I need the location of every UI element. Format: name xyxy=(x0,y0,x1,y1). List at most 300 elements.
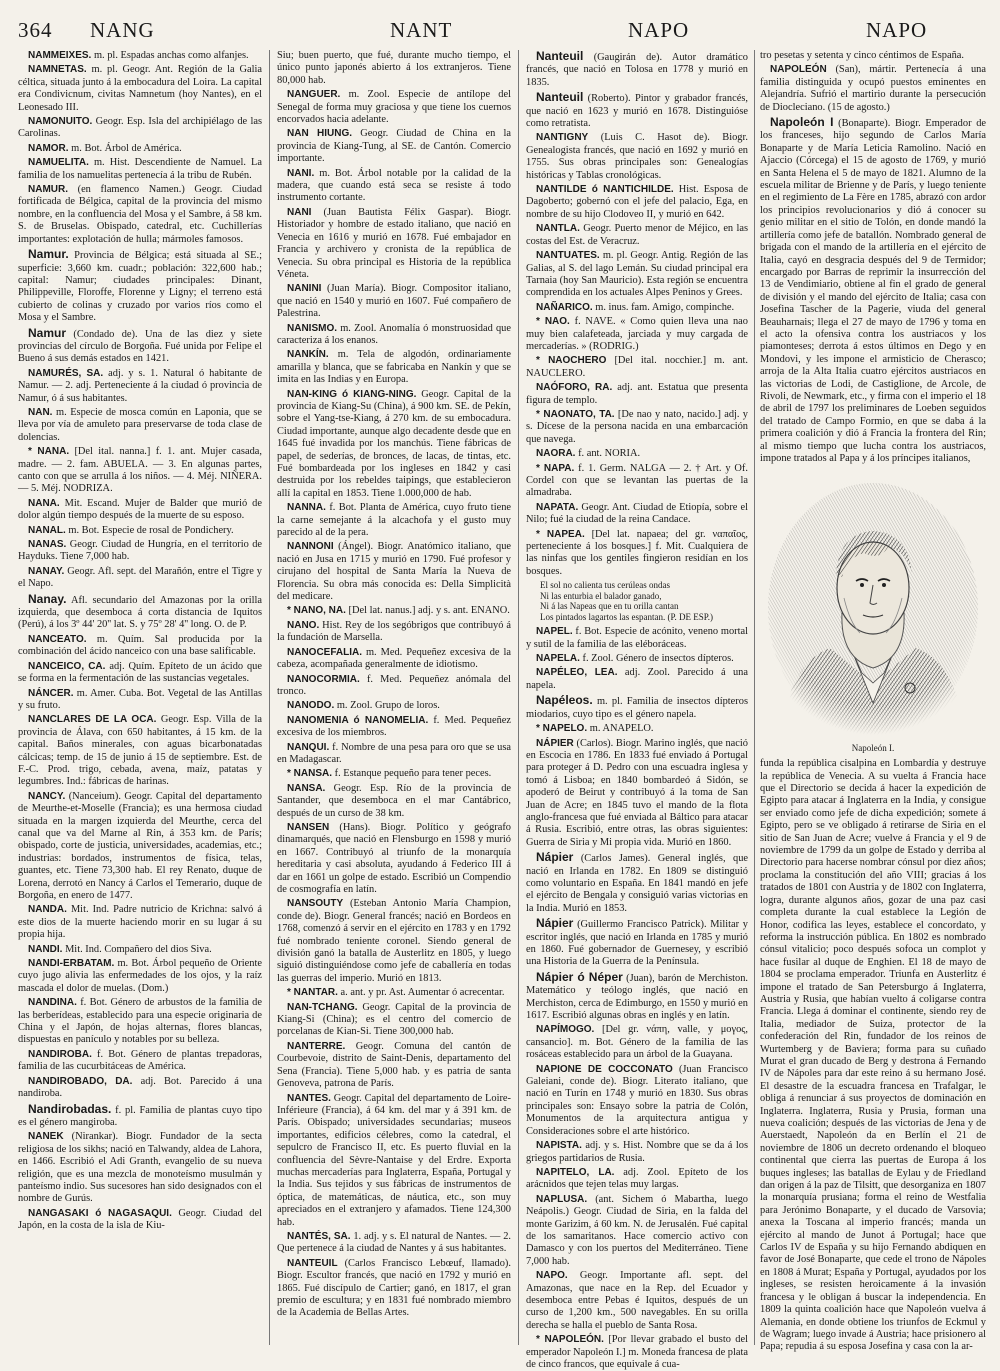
entry-headword: NANODO. xyxy=(287,700,335,712)
dictionary-entry xyxy=(277,283,511,320)
dictionary-entry xyxy=(277,349,511,386)
entry-definition: [Del lat. nanus.] adj. y s. ant. ENANO. xyxy=(348,605,510,617)
entry-definition: adj. Zool. Parecido á una napela. xyxy=(526,667,748,691)
dictionary-entry xyxy=(526,1024,748,1061)
dictionary-entry xyxy=(526,1064,748,1138)
dictionary-entry xyxy=(277,389,511,501)
entry-headword: NAN. xyxy=(28,406,53,418)
guide-word-1: NANG xyxy=(90,18,155,42)
dictionary-entry xyxy=(18,958,262,995)
dictionary-entry xyxy=(526,529,748,579)
entry-definition: (Nirankar). Biogr. Fundador de la secta religiosa de los sikhs; nació en Talwandy, aldea de Lahora, en 1466. Escribió el Adi Granth, evangelio de su nueva religión, que es una mezcla de monoteísmo musulmán y panteísmo indio. Sus sucesores han sido designados con el nombre de Gurús. xyxy=(18,1131,262,1205)
dictionary-entry xyxy=(526,694,748,721)
entry-definition: (en flamenco Namen.) Geogr. Ciudad fortificada de Bélgica, capital de la provincia del mismo nombre, en la confluencia del Mosa y el Sambre, á 58 km. S. de Bruselas. Obispado, catedral, etc. Cuchillerías importantes: explotación de hulla; mármoles famosos. xyxy=(18,184,262,245)
entry-definition: (San), mártir. Pertenecía á una familia distinguida y ocupó puestos eminentes en Alejandría. Sufrió el martirio durante la persecución de Diocleciano. (15 de agosto.) xyxy=(760,64,986,113)
dictionary-entry xyxy=(277,987,511,999)
entry-headword: * NAPA. xyxy=(536,462,575,474)
column-rule xyxy=(518,50,519,1345)
entry-headword: NANDI-ERBATAM. xyxy=(28,958,115,970)
entry-headword: * NANSA. xyxy=(287,768,333,780)
entry-definition: Geogr. Esp. Isla del archipiélago de las Carolinas. xyxy=(18,116,262,140)
dictionary-entry xyxy=(526,409,748,446)
dictionary-entry xyxy=(277,783,511,820)
entry-headword: NANNA. xyxy=(287,502,326,514)
entry-headword: NANDIROBA. xyxy=(28,1048,92,1060)
entry-headword: NAPEL. xyxy=(536,626,573,638)
entry-headword: Napéleos. xyxy=(536,693,593,708)
entry-definition: Mit. Ind. Padre nutricio de Krichna: salvó á este dios de la muerte haciendo morir en su lugar á su propia hija. xyxy=(18,904,262,941)
entry-definition: m. Hist. Descendiente de Namuel. La familia de los namuelitas pertenecía á la tribu de Rubén. xyxy=(18,157,262,181)
entry-definition: a. ant. y pr. Ast. Aumentar ó acrecentar. xyxy=(340,987,505,999)
dictionary-entry xyxy=(526,1334,748,1371)
entry-headword: NAÓFORO, RA. xyxy=(536,382,613,394)
entry-definition: m. Bot. Árbol de América. xyxy=(71,142,182,154)
entry-headword: * NAPEA. xyxy=(536,528,585,540)
column-1 xyxy=(18,50,262,1345)
entry-headword: Nápier xyxy=(536,850,574,865)
entry-headword: NANTLA. xyxy=(536,223,580,235)
entries xyxy=(277,50,511,1320)
entry-definition: f. pl. Familia de plantas cuyo tipo es el género mangiroba. xyxy=(18,1104,262,1128)
entry-definition: Geogr. Importante afl. sept. del Amazonas, que nace en la Rep. del Ecuador y desemboca entre Pebas é Iquitos, después de un curso de 1,200 km., 500 navegables. En su orilla derecha se halla el pueblo de Santa Rosa. xyxy=(526,1270,748,1331)
entry-definition: f. Bot. Género de arbustos de la familia de las berberídeas, establecido para una especie originaria de China y el Japón, de hojas alternas, flores blancas, dispuestas en panículo y notables por su belleza. xyxy=(18,997,262,1046)
entry-definition: Geogr. Puerto menor de Méjico, en las costas del Est. de Veracruz. xyxy=(526,223,748,247)
entry-definition: m. Med. Pequeñez excesiva de la cabeza, acompañada generalmente de idiotismo. xyxy=(277,646,511,671)
dictionary-entry xyxy=(18,50,262,62)
entry-headword: * NANO, NA. xyxy=(287,605,346,617)
entry-headword: NANOCORMIA. xyxy=(287,673,360,685)
entry-definition: Geogr. Comuna del cantón de Courbevoie, distrito de Saint-Denis, departamento del Sena (Francia). Tiene 5,000 hab. y es patria de santa Genoveva, patrona de París. xyxy=(277,1040,511,1090)
entry-definition: (Gaugirán de). Autor dramático francés, que nació en Tolosa en 1778 y murió en 1835. xyxy=(526,52,748,88)
dictionary-entry xyxy=(18,791,262,903)
entry-headword: NAMONUITO. xyxy=(28,116,93,128)
entries xyxy=(760,758,986,1354)
entry-headword: Namur xyxy=(28,325,67,340)
dictionary-entry xyxy=(277,1041,511,1091)
dictionary-entry xyxy=(760,50,986,62)
entry-headword: * NAO. xyxy=(536,316,570,328)
dictionary-entry xyxy=(18,143,262,155)
column-4 xyxy=(760,50,987,1353)
dictionary-entry xyxy=(277,674,511,699)
entry-headword: Nanteuil xyxy=(536,90,584,105)
guide-word-3: NAPO xyxy=(628,18,690,42)
entry-headword: NAPÍMOGO. xyxy=(536,1024,595,1036)
dictionary-entry xyxy=(277,605,511,617)
entry-definition: Geogr. Esp. Villa de la provincia de Álava, con 650 habitantes, á 15 km. de la capital. Baños minerales, con aguas bicarbonatadas cálcicas; temp. de 15 de junio á 15 de septiembre. Est. de F.-C. Prod. trigo, cebada, avena, maíz, patatas y legumbres. Ind.: fábricas de harinas. xyxy=(18,714,262,788)
dictionary-entry xyxy=(277,541,511,603)
dictionary-entry xyxy=(18,539,262,564)
portrait-caption: Napoleón I. xyxy=(851,742,895,753)
verse-line: Ni á las Napeas que en tu orilla cantan xyxy=(540,601,679,612)
dictionary-entry xyxy=(277,128,511,165)
entry-definition: 1. adj. y s. El natural de Nantes. — 2. Que pertenece á la ciudad de Nantes y á sus habitantes. xyxy=(277,1230,511,1255)
entry-headword: NANDI. xyxy=(28,943,63,955)
entry-headword: NAPATA. xyxy=(536,501,579,513)
entry-headword: NAMURÉS, SA. xyxy=(28,367,104,379)
entry-definition: adj. Bot. Parecido á una nandiroba. xyxy=(18,1075,262,1100)
entry-definition: (Luis C. Hasot de). Biogr. Genealogista francés, que nació en 1692 y murió en 1755. Sus obras principales son: Genealogías históricas y Tablas cronológicas. xyxy=(526,132,748,181)
dictionary-entry xyxy=(18,1049,262,1074)
entry-definition: (Juan Bautista Félix Gaspar). Biogr. Historiador y hombre de estado italiano, que nació en Venecia en 1616 y murió en 1678. Fué embajador en Francia y archivero y cronista de la república de Venecia. Su obra principal es Historia de la república Véneta. xyxy=(277,206,511,280)
entry-headword: NAMUR. xyxy=(28,184,68,196)
entry-headword: NANO. xyxy=(287,619,320,631)
dictionary-entry xyxy=(526,50,748,89)
entry-definition: adj. Zool. Epíteto de los arácnidos que tejen telas muy largas. xyxy=(526,1166,748,1191)
dictionary-entry xyxy=(18,184,262,246)
entry-definition: funda la república cisalpina en Lombardía y destruye la república de Venecia. A su vuelta á Francia hace que el Directorio se decida á hacer la expedición de Egipto para atacar á Inglaterra en la India, y consigue ser enviado como jefe de dicha expedición; somete á Egipto, pero se ve obligado á retirarse de Siria en el sitio de San Juan de Acre; vuelve á Francia y el 9 de noviembre de 1799 da un golpe de Estado y derriba al Directorio para hacerse nombrar cónsul por diez años; proclama la constitución del año VIII; gracias á los tratados de 1801 con Austria y de 1802 con Inglaterra, logra, durante algunos años, gozar de una paz casi completa durante la cual establece la Legión de Honor, codifica las leyes, establece el concordato, y reforma la instrucción pública. En 1802 es nombrado cónsul vitalicio; poco después sofoca un complot y hace fusilar al duque de Enghien. El 18 de mayo de 1804 se proclama emperador. Triunfa en Austerlitz é impone el tratado de San Petersburgo á Inglaterra, Austria y Rusia, que habían vuelto á coligarse contra Francia. Llega á dominar el continente, siendo rey de Italia, mediador de Suiza, protector de la confederación del Rin, fundador de los reinos de Wurtemberg y de Baviera; forma para su cuñado Murat el gran ducado de Berg y destrona á Fernando IV de Nápoles para dar este reino á su hermano José. El desastre de la escuadra francesa en Trafalgar, le obliga á renunciar á sus proyectos de dominación en Inglaterra. Inglaterra, Rusia y Prusia, forman una nueva coalición; después de las victorias de Jena y de Auerstaedt, Napoleón da en Berlín el 21 de noviembre de 1806 un decreto ordenando el bloqueo continental que cierra las puertas de Europa á los buques ingleses; las batallas de Eylau y de Friedland dan origen á la paz de Tilsitt, que desorganiza en 1807 la monarquía prusiana; forma el reino de Westfalia para Jerónimo Bonaparte, y el ducado de Varsovia; anexa la Toscana al imperio francés; manda un ejército al mando de Junot á Portugal; hace que Carlos IV de España y su hijo Fernando abdiquen en favor de José Bonaparte, que cede el trono de Nápoles en 1808 á Murat; España y Portugal, ayudados por los ingleses, se resisten heroicamente á la invasión francesa y le obligan á buscar la independencia. En 1809 la quinta coalición hace que Napoleón vuelva á Alemania, en donde obtiene los triunfos de Eckmul y de Wagram; luego invade á Austria; hace prisionero al Papa; repudia á su esposa Josefina y casa con la ar- xyxy=(760,758,986,1353)
entry-headword: NANTEUIL xyxy=(287,1257,338,1269)
dictionary-entry xyxy=(526,448,748,460)
dictionary-entry xyxy=(526,132,748,182)
dictionary-entry xyxy=(18,688,262,713)
dictionary-entry xyxy=(277,822,511,896)
entry-definition: (Juan María). Biogr. Compositor italiano, que nació en 1540 y murió en 1607. Fué compañero de Palestrina. xyxy=(277,283,511,320)
dictionary-entry xyxy=(526,184,748,221)
dictionary-entry xyxy=(18,446,262,496)
entry-definition: Afl. secundario del Amazonas por la orilla izquierda, que desemboca á corta distancia de Iquitos (Perú), á los 3º 44' 20'' lat. S. y 75º 28' 4'' long. O. de P. xyxy=(18,594,262,631)
entry-definition: [Del ital. nanna.] f. 1. ant. Mujer casada, madre. — 2. fam. ABUELA. — 3. En algunas partes, canto con que se arrulla á los niños. — 4. Méj. NIÑERA. — 5. Méj. NODRIZA. xyxy=(18,446,262,495)
entry-headword: NANTÉS, SA. xyxy=(287,1230,351,1242)
dictionary-entry xyxy=(18,1208,262,1233)
dictionary-entry xyxy=(526,1270,748,1332)
entry-headword: NANCY. xyxy=(28,790,66,802)
entry-headword: NANDIROBADO, DA. xyxy=(28,1075,133,1087)
entry-definition: m. Bot. Árbol pequeño de Oriente cuyo jugo alivia las enfermedades de los ojos, y la raíz mascada el dolor de muelas. (Dom.) xyxy=(18,958,262,994)
dictionary-entry xyxy=(526,723,748,735)
verse-line: Los pintados lagartos las espantan. (P. DE ESP.) xyxy=(540,611,713,622)
dictionary-entry xyxy=(18,407,262,444)
entry-headword: NAN-TCHANG. xyxy=(287,1001,358,1013)
dictionary-entry xyxy=(18,714,262,788)
entry-headword: Napoleón I xyxy=(770,115,834,130)
verse-line: Ni las enturbia el balador ganado, xyxy=(540,590,662,601)
dictionary-entry xyxy=(526,316,748,353)
entry-definition: adj. ant. Estatua que presenta figura de templo. xyxy=(526,382,748,406)
entry-headword: NANTILDE ó NANTICHILDE. xyxy=(536,184,674,196)
dictionary-entry xyxy=(18,1076,262,1101)
entry-headword: NAN HIUNG. xyxy=(287,128,353,140)
entries xyxy=(526,626,748,1371)
guide-word-2: NANT xyxy=(390,18,453,42)
dictionary-entry xyxy=(277,1002,511,1039)
entry-headword: NAMUELITA. xyxy=(28,157,89,169)
entry-definition: f. Bot. Especie de acónito, veneno mortal y sutil de la familia de las eléboráceas. xyxy=(526,626,748,650)
entry-definition: m. pl. Espadas anchas como alfanjes. xyxy=(93,50,249,61)
entry-definition: (Carlos). Biogr. Marino inglés, que nació en Escocia en 1786. En 1833 fué enviado á Portugal para proteger á D. Pedro con una escuadra inglesa y tomó á Lisboa; en 1840 bombardeó á Sidón, se apoderó de Beirut y contribuyó á la toma de San Juan de Acre; en 1845 tuvo el mando de la flota anglo-francesa que fué enviada al Báltico para atacar á Rusia. Escribió, entre otras, las obras siguientes: Guerra de Siria y Mi propia vida. Murió en 1860. xyxy=(526,737,748,848)
dictionary-entry xyxy=(277,620,511,645)
entry-definition: m. Zool. Grupo de loros. xyxy=(336,700,440,712)
entry-headword: NAPELA. xyxy=(536,653,580,665)
dictionary-entry xyxy=(277,1093,511,1229)
entry-headword: NANSOUTY xyxy=(287,898,344,910)
entry-definition: [Por llevar grabado el busto del emperador Napoleón I.] m. Moneda francesa de plata de cinco francos, que equivale á cua- xyxy=(526,1334,748,1370)
entry-definition: m. Amer. Cuba. Bot. Vegetal de las Antillas y su fruto. xyxy=(18,687,262,711)
entry-definition: m. Especie de mosca común en Laponia, que se lleva por vía de amuleto para preservarse de toda clase de dolencias. xyxy=(18,406,262,443)
entry-headword: NANINI xyxy=(287,283,322,295)
dictionary-entry xyxy=(277,647,511,672)
entry-definition: (Nanceium). Geogr. Capital del departamento de Meurthe-et-Moselle (Francia); es una hermosa ciudad situada en la margen izquierda del Meurthe, cerca del canal que va del Marne al Rin, á 353 km. de París; obispado, corte de justicia, universidades, academias, etc.; industrias: bordados, instrumentos de física, telas, guantes, etc. Tiene 73,300 hab. El rey Renato, duque de Lorena, derrotó en Nancy á Carlos el Temerario, duque de Borgoña, en enero de 1477. xyxy=(18,790,262,901)
entry-definition: [De nao y nato, nacido.] adj. y s. Dícese de la persona nacida en una embarcación que navega. xyxy=(526,408,748,445)
entry-definition: (Guillermo Francisco Patrick). Militar y escritor inglés, que nació en Irlanda en 1785 y murió en 1860. Fué gobernador de Guernesey, y escribió una Historia de la Guerra de la Península. xyxy=(526,919,749,968)
entry-headword: NAPLUSA. xyxy=(536,1193,588,1205)
dictionary-entry xyxy=(277,323,511,348)
guide-word-4: NAPO xyxy=(866,18,928,42)
entry-headword: Nanay. xyxy=(28,591,67,606)
entry-definition: Hist. Esposa de Dagoberto; gobernó con el jefe del palacio, Ega, en nombre de su hijo Clodoveo II, y murió en 642. xyxy=(526,184,748,220)
dictionary-entry xyxy=(526,502,748,527)
entry-definition: (Juan), barón de Merchiston. Matemático y teólogo inglés, que nació en Merchiston, cerca de Edimburgo, en 1550 y murió en 1617. Escribió algunas obras en inglés y en latín. xyxy=(526,972,748,1022)
dictionary-entry xyxy=(277,1231,511,1256)
entry-definition: m. Zool. Anomalía ó monstruosidad que caracteriza á los enanos. xyxy=(277,322,511,346)
entry-definition: [Del lat. napaea; del gr. ναπαῖος, perteneciente á los bosques.] f. Mit. Cualquiera de las ninfas que los gentiles fingieron residían en los bosques. xyxy=(526,528,748,577)
entry-headword: * NAONATO, TA. xyxy=(536,408,615,420)
entry-definition: Geogr. Ciudad de China en la provincia de Kiang-Tung, al SE. de Cantón. Comercio importante. xyxy=(277,128,511,165)
entry-headword: NAPÉLEO, LEA. xyxy=(536,667,618,679)
entry-headword: NANTERRE. xyxy=(287,1040,346,1052)
entry-headword: NANA. xyxy=(28,497,60,509)
entries xyxy=(526,50,748,578)
entry-definition: f. Nombre de una pesa para oro que se usa en Madagascar. xyxy=(277,741,511,765)
entry-definition: (Carlos James). General inglés, que nació en Irlanda en 1782. En 1809 se distinguió como voluntario en España. En 1841 mandó en jefe el ejército de Bengala y consiguió varias victorias en la India. Murió en 1853. xyxy=(526,853,748,914)
entry-headword: NANCLARES DE LA OCA. xyxy=(28,714,157,726)
entry-definition: m. ANAPELO. xyxy=(589,723,654,735)
entry-headword: NAMOR. xyxy=(28,142,69,154)
entry-headword: NANSA. xyxy=(287,782,326,794)
verse-quote xyxy=(540,580,748,622)
entry-definition: Mit. Ind. Compañero del dios Siva. xyxy=(65,943,212,955)
entry-headword: NANAL. xyxy=(28,524,66,536)
entry-headword: NAMNETAS. xyxy=(28,64,87,76)
dictionary-entry xyxy=(526,1140,748,1165)
entry-definition: (Juan Francisco Galeiani, conde de). Biogr. Literato italiano, que nació en Turín en 1748 y murió en 1830. Sus obras principales son: Ensayo sobre la patria de Colón, Monumentos de la arquitectura antigua y Consideraciones sobre el arte histórico. xyxy=(526,1063,748,1137)
napoleon-portrait-engraving xyxy=(760,473,986,735)
entry-headword: NÁNCER. xyxy=(28,687,74,699)
entry-headword: NANQUI. xyxy=(287,741,330,753)
entry-headword: * NAPOLEÓN. xyxy=(536,1334,604,1346)
entry-headword: NAORA. xyxy=(536,448,576,460)
entry-definition: Hist. Rey de los segóbrigos que contribuyó á la fundación de Marsella. xyxy=(277,619,511,644)
entry-definition: (Esteban Antonio María Champion, conde de). Biogr. General francés; nació en Bordeos en 1768, comenzó á servir en el ejército en 1783 y en 1792 fué nombrado teniente coronel. Siendo general de división ganó la batalla de Austerlitz en 1805, y luego siguió distinguiéndose como jefe de caballería en todas las guerras del imperio. Murió en 1813. xyxy=(277,898,511,984)
dictionary-entry xyxy=(277,502,511,539)
dictionary-entry xyxy=(277,207,511,281)
entries xyxy=(18,50,262,1233)
entry-definition: (ant. Sichem ó Mabartha, luego Neápolis.) Geogr. Ciudad de Siria, en la falda del monte Garizim, á 60 km. N. de Jerusalén. Fué capital de los samaritanos. Hace comercio activo con Damasco y con los puertos del Mediterráneo. Tiene 7,000 hab. xyxy=(526,1193,748,1267)
entry-headword: NANDA. xyxy=(28,904,67,916)
entry-definition: Siu; buen puerto, que fué, durante mucho tiempo, el único punto japonés abierto á los extranjeros. Tiene 80,000 hab. xyxy=(277,50,511,86)
entry-headword: NANI xyxy=(287,206,312,218)
entry-definition: m. Quím. Sal producida por la combinación del ácido nanceico con una base salificable. xyxy=(18,633,262,658)
page-header xyxy=(18,18,986,48)
entry-definition: Geogr. Capital del departamento de Loire-Inférieure (Francia), á 64 km. del mar y á 391 km. de París. Obispado; universidades secundarias; museos importantes, edificios célebres, como la catedral, el sepulcro de Francisco II, etc. Es puerto fluvial en la confluencia del Sèvre-Nantaise y del Erdre. Exporta muchas mercaderías para Inglaterra, España, Portugal y la India. Sus tejidos y sus fábricas de instrumentos de óptica, de matemáticas, de náutica, etc., son muy apreciados en el extranjero y afamados. Tiene 124,300 hab. xyxy=(277,1092,511,1228)
entry-headword: NANCEATO. xyxy=(28,633,87,645)
page-number: 364 xyxy=(18,18,53,42)
dictionary-entry xyxy=(277,742,511,767)
dictionary-entry xyxy=(18,997,262,1047)
entry-definition: f. Estanque pequeño para tener peces. xyxy=(334,768,492,780)
dictionary-entry xyxy=(760,758,986,1354)
entry-definition: f. Zool. Género de insectos dípteros. xyxy=(582,653,734,665)
entry-headword: NAPITELO, LA. xyxy=(536,1166,615,1178)
entry-definition: f. Bot. Planta de América, cuyo fruto tiene la carne semejante á la alcachofa y el gusto muy parecido al de la pera. xyxy=(277,502,511,539)
dictionary-entry xyxy=(18,566,262,591)
entry-headword: NANCEICO, CA. xyxy=(28,660,106,672)
entry-headword: NAPISTA. xyxy=(536,1140,582,1152)
verse-line: El sol no calienta tus cerúleas ondas xyxy=(540,580,670,591)
entry-headword: Nandirobadas. xyxy=(28,1101,112,1116)
dictionary-entry xyxy=(526,355,748,380)
entry-definition: [Del ital. nocchier.] m. ant. NAUCLERO. xyxy=(526,355,748,379)
entry-headword: NAMMEIXES. xyxy=(28,50,92,61)
entry-definition: m. Bot. Árbol notable por la calidad de la madera, que cuando está seca se resiste á todo instrumento cortante. xyxy=(277,167,511,204)
dictionary-entry xyxy=(18,904,262,941)
dictionary-entry xyxy=(526,223,748,248)
entry-definition: [Del gr. νάπη, valle, y μογος, cansancio]. m. Bot. Género de la familia de las rosáceas establecido para un árbol de la Guayana. xyxy=(526,1024,748,1061)
entry-definition: Geogr. Afl. sept. del Marañón, entre el Tigre y el Napo. xyxy=(18,565,262,590)
dictionary-entry xyxy=(277,89,511,126)
entry-headword: NANI. xyxy=(287,167,315,179)
entry-definition: (Condado de). Una de las diez y siete provincias del círculo de Borgoña. Fué unida por Felipe el Bueno á sus demás estados en 1421. xyxy=(18,328,262,365)
dictionary-entry xyxy=(526,851,748,915)
entry-headword: NANAS. xyxy=(28,539,67,551)
entry-definition: (Hans). Biogr. Político y geógrafo dinamarqués, que nació en Flensburgo en 1598 y murió en 1667. Contribuyó al triunfo de la monarquía hereditaria y casi absoluta, ayudando á Federico III á dar en 1661 un golpe de estado. Escribió un Compendio de cosmografía en latín. xyxy=(277,821,511,895)
entry-headword: NANAY. xyxy=(28,565,65,577)
entry-definition: f. Med. Pequeñez anómala del tronco. xyxy=(277,673,511,697)
entry-headword: NANEK xyxy=(28,1131,64,1143)
entry-definition: f. 1. Germ. NALGA — 2. † Art. y Of. Cordel con que se levantan las puertas de la almadraba. xyxy=(526,462,748,499)
dictionary-entry xyxy=(18,1103,262,1130)
entry-headword: NAÑARICO. xyxy=(536,301,593,313)
entry-headword: * NANA. xyxy=(28,446,70,458)
entry-definition: tro pesetas y setenta y cinco céntimos de España. xyxy=(760,50,964,61)
dictionary-entry xyxy=(277,1258,511,1320)
entry-definition: f. Bot. Género de plantas trepadoras, familia de las cucurbitáceas de América. xyxy=(18,1048,262,1073)
dictionary-entry xyxy=(526,626,748,651)
entry-definition: f. ant. NORIA. xyxy=(578,448,641,460)
entry-definition: m. Bot. Especie de rosal de Pondichery. xyxy=(68,524,234,536)
entry-definition: m. Tela de algodón, ordinariamente amarilla y blanca, que se fabricaba en Nankín y que se imita en las Indias y en Europa. xyxy=(277,349,511,386)
dictionary-entry xyxy=(526,653,748,665)
entry-headword: NANTUATES. xyxy=(536,250,600,262)
entry-definition: m. pl. Familia de insectos dípteros miodarios, cuyo tipo es el género napela. xyxy=(526,696,748,720)
entry-headword: NANGUER. xyxy=(287,89,341,101)
entry-headword: NANKÍN. xyxy=(287,349,329,361)
dictionary-entry xyxy=(277,898,511,985)
dictionary-entry xyxy=(18,944,262,956)
column-2 xyxy=(277,50,511,1345)
dictionary-entry xyxy=(18,327,262,366)
entry-headword: NANDINA. xyxy=(28,997,77,1009)
dictionary-entry xyxy=(526,250,748,300)
entry-definition: f. Med. Pequeñez excesiva de los miembros. xyxy=(277,714,511,739)
entry-headword: NAN-KING ó KIANG-NING. xyxy=(287,388,417,400)
dictionary-entry xyxy=(18,157,262,182)
dictionary-entry xyxy=(526,917,748,969)
entry-headword: NANTIGNY xyxy=(536,132,589,144)
entry-headword: NANISMO. xyxy=(287,322,337,334)
dictionary-entry xyxy=(18,498,262,523)
dictionary-entry xyxy=(526,463,748,500)
dictionary-entry xyxy=(18,661,262,686)
entry-headword: NANTES. xyxy=(287,1092,331,1104)
entry-headword: Nápier ó Néper xyxy=(536,969,623,984)
entry-definition: adj. y s. 1. Natural ó habitante de Namur. — 2. adj. Perteneciente á la ciudad ó provincia de Namur, ó á sus habitantes. xyxy=(18,367,262,404)
entry-definition: Mit. Escand. Mujer de Balder que murió de dolor algún tiempo después de la muerte de su esposo. xyxy=(18,497,262,522)
entry-definition: Geogr. Ant. Ciudad de Etiopía, sobre el Nilo; fué la ciudad de la reina Candace. xyxy=(526,501,748,526)
dictionary-entry xyxy=(277,168,511,205)
dictionary-entry xyxy=(526,738,748,850)
entry-headword: NANSEN xyxy=(287,821,330,833)
dictionary-entry xyxy=(277,715,511,740)
entry-definition: (Roberto). Pintor y grabador francés, que nació en 1623 y murió en 1678. Distinguióse como retratista. xyxy=(526,93,748,130)
entry-definition: (Carlos Francisco Lebœuf, llamado). Biogr. Escultor francés, que nació en 1792 y murió en 1865. Fué discípulo de Cartier; ganó, en 1817, el gran premio de escultura; y en 1831 fué nombrado miembro de la Academia de Bellas Artes. xyxy=(277,1257,511,1319)
entry-definition: Geogr. Capital de la provincia de Kiang-Si (China); es el centro del comercio de porcelanas de Kian-Si. Tiene 300,000 hab. xyxy=(277,1001,511,1038)
entry-definition: m. Zool. Especie de antílope del Senegal de forma muy graciosa y que tiene los cuernos encorvados hacia adelante. xyxy=(277,89,511,126)
entry-definition: m. pl. Geogr. Antig. Región de las Galias, al S. del lago Lemán. Su ciudad principal era Tarnaia (hoy San Mauricio). Esta región se encuentra comprendida en los actuales Alpes Peninos y Grees. xyxy=(526,250,748,299)
entry-definition: (Bonaparte). Biogr. Emperador de los franceses, hijo segundo de Carlos María Bonaparte y de María Leticia Ramolino. Nació en Ajaccio (Córcega) el 15 de agosto de 1769, y murió en Santa Helena el 5 de mayo de 1821. Alumno de la escuela militar de Brienne y de París, y luego teniente en el regimiento de La Fère en 1785, abrazó con ardor los principios revolucionarios y dió á conocer su genio militar en el sitio de Tolón, en donde mandó la artillería como jefe de batallón. Nombrado general de brigada con el mando de la artillería en el ejército de Italia, cayó en desgracia después del 9 de Termidor; encargado por Barras de reprimir la insurrección del 13 de Vendimiario, obtiene al fin el grado de general de división y el mando del ejército de Italia; casa con Josefina Tascher de la Pagerie, viuda del general Beauharnais; llega el 27 de mayo de 1796 y toma en el acto la ofensiva contra los austriacos y los piamonteses; derrota á estos últimos en Dego y en Mondovi, y les impone el armisticio de Cherasco; arroja de la Alta Italia cuatro ejércitos austriacos en las victorias de Lodi, de Castiglione, de Arcole, de Rivoli, de Newmark, etc., y firma con el imperio el 18 de abril de 1797 los preliminares de Loeben seguidos del tratado de Campo Formio, en que se daba á la primera coalición y dió á Francia la frontera del Rin; al mismo tiempo que lucha contra los austriacos, impone tratados al Papa y á los príncipes italianos, xyxy=(760,118,987,464)
dictionary-entry xyxy=(526,1194,748,1268)
entry-definition: Provincia de Bélgica; está situada al SE.; superficie: 3,660 km. cuadr.; población: 322,600 hab.; capital: Namur; ciudades principales: Dinant, Philippeville, Floroffe, Florenne y Ligny; el terreno está cubierto de colinas y cruzado por varios ríos como el Mosa y el Sambre. xyxy=(18,250,262,324)
dictionary-entry xyxy=(18,248,262,324)
entry-headword: NAPO. xyxy=(536,1270,568,1282)
entry-headword: Nápier xyxy=(536,916,574,931)
entry-definition: Geogr. Capital de la provincia de Kiang-Su (China), á 900 km. SE. de Pekín, sobre el Yang-tse-Kiang, á 270 km. de su embocadura. Ciudad importante, aunque algo decadente desde que en 1645 fué invadida por los manchús. Tiene fábricas de papel, de sederías, de bronces, de lacas, de tintas, etc. Fué bombardeada por los ingleses en 1842 y casi destruida por los rebeldes taipings, que establecieron allí la capital en 1853. Tiene 1.000,000 de hab. xyxy=(277,388,511,499)
entry-headword: NÁPIER xyxy=(536,737,574,749)
dictionary-entry xyxy=(18,116,262,141)
column-rule xyxy=(269,50,270,1345)
entry-definition: m. inus. fam. Amigo, compinche. xyxy=(595,301,735,313)
entry-headword: * NAPELO. xyxy=(536,723,588,735)
entry-definition: (Ángel). Biogr. Anatómico italiano, que nació en Jusa en 1715 y murió en 1790. Fué profesor y cirujano del hospital de Santa María la Nueva de Florencia. Su obra más conocida es: Della Simplicità del medicare. xyxy=(277,541,511,603)
dictionary-entry xyxy=(277,700,511,712)
entry-headword: NANNONI xyxy=(287,541,334,553)
entry-headword: * NAOCHERO xyxy=(536,355,607,367)
entry-definition: f. NAVE. « Como quien lleva una nao muy bien calafeteada, jarciada y muy cargada de mercaderías. » (RODRIG.) xyxy=(526,316,748,352)
dictionary-entry xyxy=(18,1131,262,1205)
dictionary-entry xyxy=(526,302,748,314)
entry-definition: Geogr. Esp. Río de la provincia de Santander, que desemboca en el mar Cantábrico, después de un curso de 38 km. xyxy=(277,782,511,819)
dictionary-entry xyxy=(526,382,748,407)
entry-definition: Geogr. Ciudad del Japón, en la costa de la isla de Kiu- xyxy=(18,1207,262,1232)
entry-headword: Namur. xyxy=(28,247,69,262)
dictionary-entry xyxy=(18,634,262,659)
dictionary-entry xyxy=(18,368,262,405)
dictionary-entry xyxy=(526,1167,748,1192)
entry-definition: adj. Quím. Epíteto de un ácido que se forma en la fermentación de las sustancias vegetales. xyxy=(18,660,262,685)
dictionary-entry xyxy=(18,593,262,632)
dictionary-entry xyxy=(277,50,511,87)
entry-headword: NANOMENIA ó NANOMELIA. xyxy=(287,714,429,726)
column-rule xyxy=(754,50,755,1345)
dictionary-entry xyxy=(526,667,748,692)
dictionary-entry xyxy=(18,525,262,537)
entries xyxy=(760,50,986,465)
entry-headword: Nanteuil xyxy=(536,49,584,63)
entry-headword: * NANTAR. xyxy=(287,987,338,999)
dictionary-entry xyxy=(526,91,748,130)
entry-headword: NANOCEFALIA. xyxy=(287,646,362,658)
dictionary-entry xyxy=(760,116,986,465)
entry-definition: m. pl. Geogr. Ant. Región de la Galia céltica, situada junto á la embocadura del Loira. La capital era Condivicnum, civitas Namnetum (hoy Nantes), en el Leonesado III. xyxy=(18,64,262,113)
entry-headword: NAPIONE DE COCCONATO xyxy=(536,1063,673,1075)
entry-definition: Geogr. Ciudad de Hungría, en el territorio de Hayduks. Tiene 7,000 hab. xyxy=(18,539,263,563)
dictionary-entry xyxy=(526,971,748,1023)
dictionary-entry xyxy=(760,64,986,114)
column-3 xyxy=(526,49,749,1370)
entry-definition: adj. y s. Hist. Nombre que se da á los griegos partidarios de Rusia. xyxy=(526,1140,748,1164)
dictionary-entry xyxy=(18,64,262,114)
entry-headword: NANGASAKI ó NAGASAQUI. xyxy=(28,1207,172,1219)
